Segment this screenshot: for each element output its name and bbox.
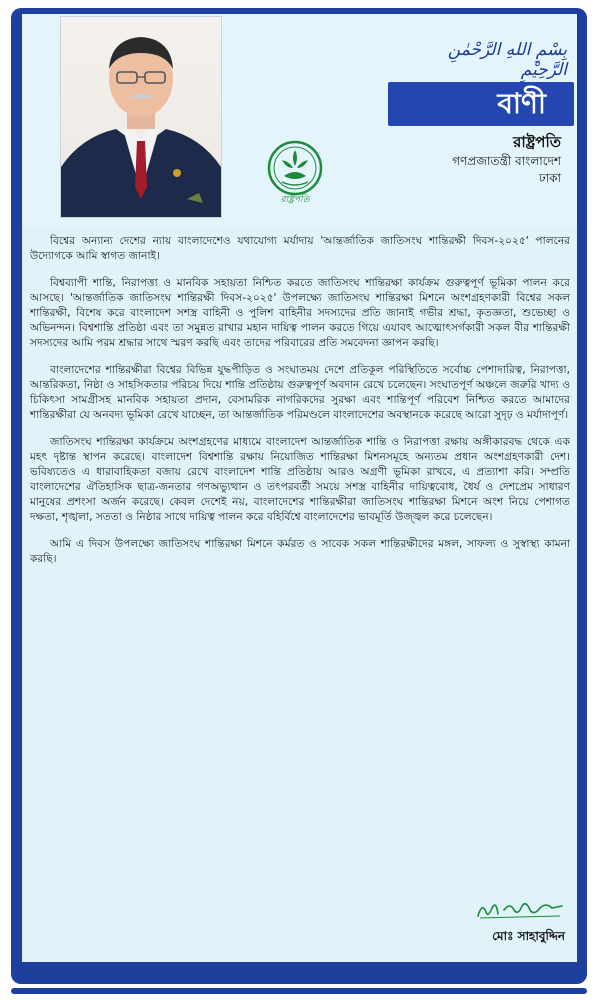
- bani-title: বাণী: [388, 82, 574, 126]
- president-portrait: [60, 16, 222, 218]
- seal-caption: রাষ্ট্রপতি: [280, 195, 310, 205]
- bottom-rule: [11, 988, 587, 994]
- city-name: ঢাকা: [538, 171, 561, 185]
- country-name: গণপ্রজাতন্ত্রী বাংলাদেশ: [452, 154, 561, 168]
- portrait-illustration: [61, 17, 221, 217]
- bottom-strip: [22, 962, 577, 978]
- paragraph: বিশ্বব্যাপী শান্তি, নিরাপত্তা ও মানবিক সহায়তা নিশ্চিত করতে জাতিসংঘ শান্তিরক্ষা কার্যক্রম গুরুত্বপূর্ণ ভূমিকা পালন করে আসছে। 'আন্তর্জাতিক জাতিসংঘ শান্তিরক্ষী দিবস-২০২৫' উপলক্ষ্যে জাতিসংঘ শান্তিরক্ষা মিশনে অংশগ্রহণকারী বিশ্বের সকল শান্তিরক্ষী, বিশেষ করে বাংলাদেশ সশস্ত্র বাহিনী ও পুলিশ বাহিনীর সদস্যদের প্রতি জানাই গভীর শ্রদ্ধা, কৃতজ্ঞতা, শুভেচ্ছা ও অভিনন্দন। বিশ্বশান্তি প্রতিষ্ঠা এবং তা সমুন্নত রাখার মহান দায়িত্ব পালন করতে গিয়ে এযাবৎ আত্মোৎসর্গকারী সকল বীর শান্তিরক্ষী সদস্যদের আমি পরম শ্রদ্ধার সাথে স্মরণ করছি এবং তাদের পরিবারের প্রতি সমবেদনা জ্ঞাপন করছি।: [30, 277, 570, 349]
- title-block: [452, 132, 561, 186]
- designation: রাষ্ট্রপতি: [513, 133, 561, 151]
- signer-name: মোঃ সাহাবুদ্দিন: [492, 929, 565, 943]
- paragraph: জাতিসংঘ শান্তিরক্ষা কার্যক্রমে অংশগ্রহণের মাধ্যমে বাংলাদেশ আন্তর্জাতিক শান্তি ও নিরাপত্তা রক্ষায় অঙ্গীকারবদ্ধ থেকে এক মহৎ দৃষ্টান্ত স্থাপন করেছে। বাংলাদেশ বিশ্বশান্তি রক্ষায় নিয়োজিত শান্তিরক্ষা মিশনসমূহে অন্যতম প্রধান অংশগ্রহণকারী দেশ। ভবিষ্যতেও এ ধারাবাহিকতা বজায় রেখে বাংলাদেশ শান্তি প্রতিষ্ঠায় আরও অগ্রণী ভূমিকা রাখবে, এ প্রত্যাশা করি। সম্প্রতি বাংলাদেশের ঐতিহাসিক ছাত্র-জনতার গণঅভ্যুত্থান ও তৎপরবর্তী সময়ে সশস্ত্র বাহিনীর দায়িত্ববোধ, ধৈর্য ও দেশপ্রেম সাধারণ মানুষের প্রশংসা অর্জন করেছে। কেবল দেশেই নয়, বাংলাদেশের শান্তিরক্ষীরা জাতিসংঘ শান্তিরক্ষা মিশনে অংশ নিয়ে পেশাগত দক্ষতা, শৃঙ্খলা, সততা ও নিষ্ঠার সাথে দায়িত্ব পালন করে বহির্বিশ্বে বাংলাদেশের ভাবমূর্তি উজ্জ্বল করে চলেছেন।: [30, 436, 570, 523]
- bismillah-calligraphy: بِسْمِ اللهِ الرَّحْمٰنِ الرَّحِيْمِ: [447, 40, 567, 80]
- paragraph: বিশ্বের অন্যান্য দেশের ন্যায় বাংলাদেশেও যথাযোগ্য মর্যাদায় 'আন্তর্জাতিক জাতিসংঘ শান্তিরক্ষী দিবস-২০২৫' পালনের উদ্যোগকে আমি স্বাগত জানাই।: [30, 235, 570, 262]
- message-body: [30, 234, 570, 579]
- paragraph: বাংলাদেশের শান্তিরক্ষীরা বিশ্বের বিভিন্ন যুদ্ধপীড়িত ও সংঘাতময় দেশে প্রতিকূল পরিস্থিতিতে সর্বোচ্চ পেশাদারিত্ব, নিরাপত্তা, আন্তরিকতা, নিষ্ঠা ও সাহসিকতার পরিচয় দিয়ে শান্তি প্রতিষ্ঠায় গুরুত্বপূর্ণ অবদান রেখে চলেছেন। সংঘাতপূর্ণ অঞ্চলে জরুরি খাদ্য ও চিকিৎসা সামগ্রীসহ মানবিক সহায়তা প্রদান, বেসামরিক নাগরিকদের সুরক্ষা এবং শান্তিপূর্ণ পরিবেশ নিশ্চিত করতে আমাদের শান্তিরক্ষীরা যে অনবদ্য ভূমিকা রেখে যাচ্ছেন, তা আন্তর্জাতিক পরিমণ্ডলে বাংলাদেশের অবস্থানকে করেছে আরো সুদৃঢ় ও মর্যাদাপূর্ণ।: [30, 364, 570, 421]
- handwritten-signature: [474, 896, 566, 922]
- paragraph: আমি এ দিবস উপলক্ষ্যে জাতিসংঘ শান্তিরক্ষা মিশনে কর্মরত ও সাবেক সকল শান্তিরক্ষীদের মঙ্গল, সাফল্য ও সুস্বাস্থ্য কামনা করছি।: [30, 538, 570, 565]
